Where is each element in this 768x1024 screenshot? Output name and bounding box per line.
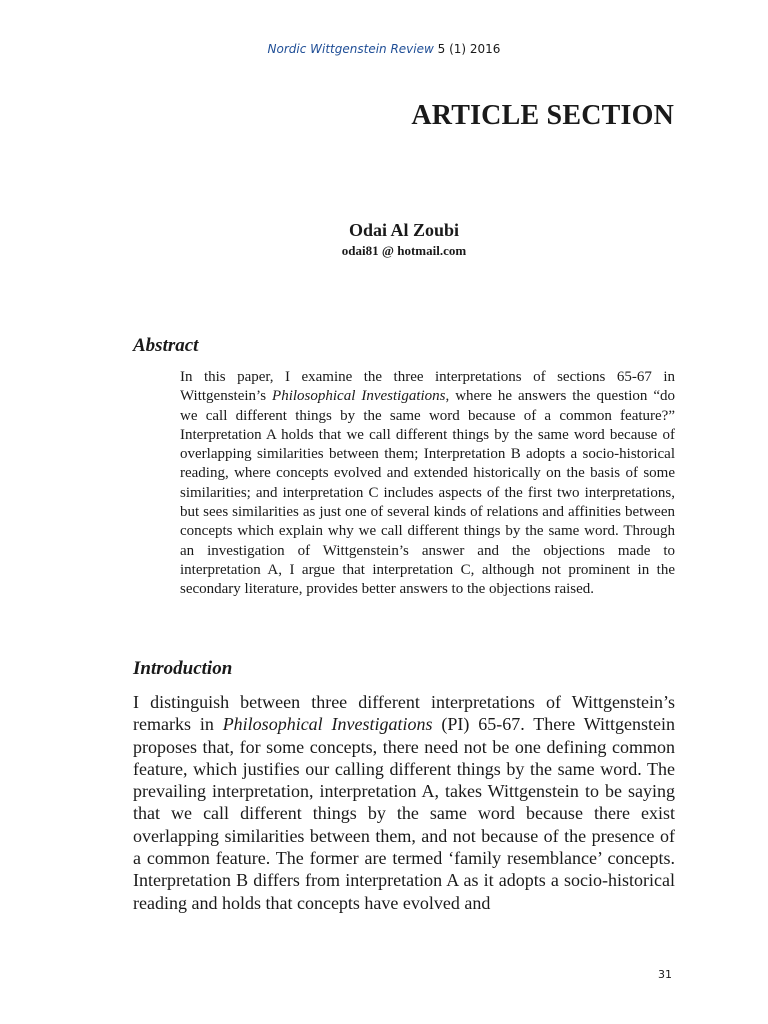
abstract-heading: Abstract	[133, 335, 199, 356]
abstract-text-2: , where he answers the question “do we call different things by the same word because of a common feature?” Interpretation A holds that we call different things by the same word because of overlapping similarities between them; Interpretation B adopts a socio-historical reading, where concepts evolved and extended historically on the basis of some similarities; and interpretation C includes aspects of the first two interpretations, but sees similarities as just one of several kinds of relations and affinities between concepts which explain why we call different things by the same word. Through an investigation of Wittgenstein’s answer and the objections made to interpretation A, I argue that interpretation C, although not prominent in the secondary literature, provides better answers to the objections raised.	[180, 388, 676, 598]
abstract-body	[180, 368, 675, 600]
author-name: Odai Al Zoubi	[348, 220, 460, 240]
abstract-book-title: Philosophical Investigations	[272, 388, 446, 405]
journal-title: Nordic Wittgenstein Review	[267, 42, 434, 56]
page-number: 31	[658, 968, 672, 981]
author-email: odai81 @ hotmail.com	[341, 243, 467, 258]
journal-issue: 5 (1) 2016	[437, 42, 501, 56]
introduction-text-2: (PI) 65-67. There Wittgenstein proposes that, for some concepts, there need not be one defining common feature, which justifies our calling different things by the same word. The prevailing interpretation, interpretation A, takes Wittgenstein to be saying that we call different things by the same word because there exist overlapping similarities between them, and not because of the presence of a common feature. The former are termed ‘family resemblance’ concepts. Interpretation B differs from interpretation A as it adopts a socio-historical reading and holds that concepts have evolved and	[133, 714, 676, 913]
introduction-book-title: Philosophical Investigations	[222, 714, 433, 735]
running-header	[0, 42, 768, 56]
introduction-paragraph	[133, 691, 675, 914]
abstract-text-1: In this paper, I examine the three interpretations of sections 65-67 in Wittgenstein’s	[180, 369, 675, 405]
introduction-text-1: I distinguish between three different interpretations of Wittgenstein’s remarks in	[133, 692, 675, 735]
introduction-heading: Introduction	[133, 658, 233, 679]
abstract-paragraph	[180, 368, 675, 600]
section-title: ARTICLE SECTION	[411, 100, 674, 131]
introduction-body	[133, 691, 675, 914]
